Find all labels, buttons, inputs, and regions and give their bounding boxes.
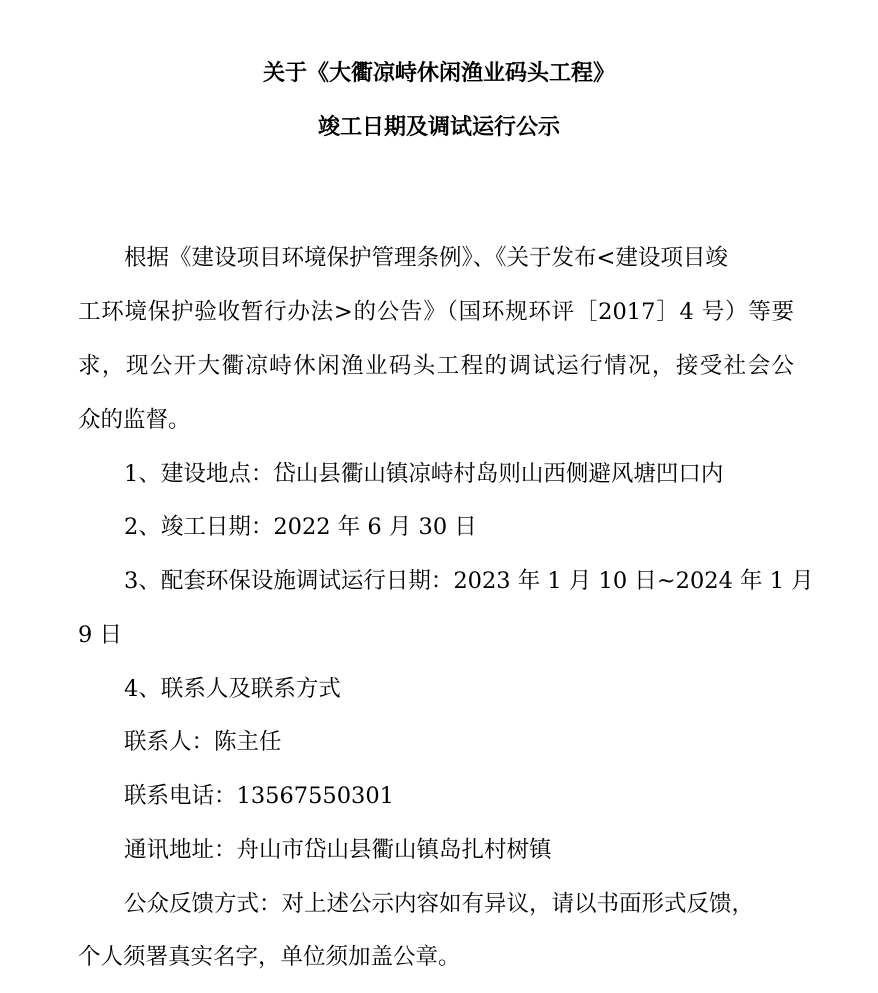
item-contact-heading: 4、联系人及联系方式	[124, 676, 341, 702]
feedback-line-1: 公众反馈方式：对上述公示内容如有异议，请以书面形式反馈，	[124, 891, 755, 917]
item-commissioning-period-line-1: 3、配套环保设施调试运行日期：2023 年 1 月 10 日~2024 年 1 月	[124, 568, 814, 594]
document-title-line-2: 竣工日期及调试运行公示	[317, 114, 560, 140]
intro-paragraph-line-2: 工环境保护验收暂行办法>的公告》（国环规环评［2017］4 号）等要	[78, 299, 794, 325]
intro-paragraph-line-4: 众的监督。	[78, 407, 191, 433]
contact-phone: 联系电话：13567550301	[124, 783, 394, 809]
intro-paragraph-line-1: 根据《建设项目环境保护管理条例》、《关于发布<建设项目竣	[124, 245, 728, 271]
item-commissioning-period-line-2: 9 日	[78, 622, 122, 648]
document-title-line-1: 关于《大衢凉峙休闲渔业码头工程》	[262, 60, 615, 86]
feedback-line-2: 个人须署真实名字，单位须加盖公章。	[78, 944, 461, 970]
intro-paragraph-line-3: 求，现公开大衢凉峙休闲渔业码头工程的调试运行情况，接受社会公	[78, 353, 794, 379]
item-construction-location: 1、建设地点：岱山县衢山镇凉峙村岛则山西侧避风塘凹口内	[124, 461, 724, 487]
contact-address: 通讯地址：舟山市岱山县衢山镇岛扎村树镇	[124, 837, 552, 863]
item-completion-date: 2、竣工日期：2022 年 6 月 30 日	[124, 514, 477, 540]
contact-person: 联系人：陈主任	[124, 729, 282, 755]
